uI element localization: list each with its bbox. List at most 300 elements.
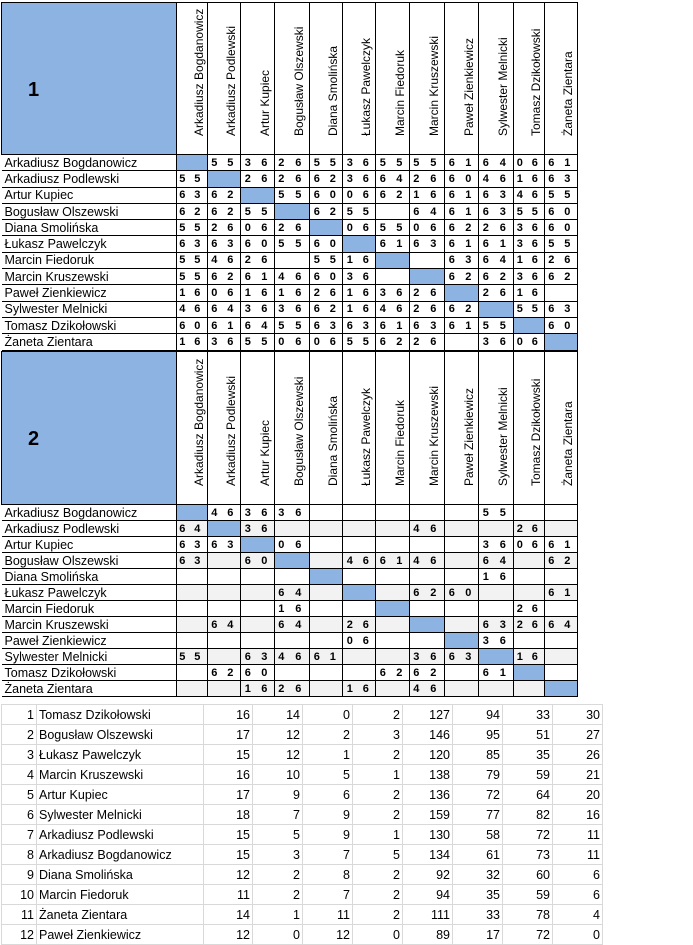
column-header-player (310, 352, 343, 505)
score-cell (410, 269, 423, 285)
column-header-player (177, 352, 208, 505)
score-cell: 2 (459, 220, 479, 236)
score-cell: 6 (423, 171, 445, 187)
score-cell: 6 (479, 269, 493, 285)
column-header-player (376, 352, 410, 505)
score-cell: 1 (459, 317, 479, 333)
score-cell (376, 537, 390, 553)
score-cell: 6 (188, 301, 208, 317)
standings-value: 1 (353, 765, 403, 785)
score-cell: 0 (310, 334, 324, 350)
standings-value: 9 (253, 785, 303, 805)
score-cell (459, 537, 479, 553)
score-cell (324, 681, 343, 697)
score-cell: 4 (493, 155, 514, 171)
score-cell (545, 601, 558, 617)
score-cell (479, 585, 493, 601)
score-cell (514, 681, 526, 697)
score-cell: 6 (275, 585, 288, 601)
score-cell (343, 505, 357, 521)
standings-value: 85 (453, 745, 503, 765)
score-cell: 6 (255, 521, 275, 537)
score-cell (188, 155, 208, 171)
score-cell: 6 (357, 269, 376, 285)
row-header-player: Marcin Kruszewski (2, 269, 177, 285)
score-cell: 2 (459, 301, 479, 317)
score-cell: 5 (357, 203, 376, 219)
score-cell (445, 633, 459, 649)
score-cell: 6 (310, 317, 324, 333)
score-cell (445, 521, 459, 537)
score-cell: 6 (288, 681, 310, 697)
score-cell: 6 (255, 301, 275, 317)
score-cell (177, 505, 188, 521)
column-header-label: Paweł Zienkiewicz (461, 37, 476, 136)
score-cell: 1 (558, 585, 578, 601)
row-header-player: Artur Kupiec (2, 537, 177, 553)
score-cell (459, 285, 479, 301)
score-cell: 0 (255, 236, 275, 252)
standings-value: 72 (503, 825, 553, 845)
score-cell (410, 601, 423, 617)
standings-value: 1 (303, 745, 353, 765)
standings-value: 17 (453, 925, 503, 945)
score-cell (445, 601, 459, 617)
score-cell (288, 521, 310, 537)
score-cell (188, 569, 208, 585)
score-cell (545, 649, 558, 665)
score-cell: 4 (493, 553, 514, 569)
row-header-player: Arkadiusz Bogdanowicz (2, 155, 177, 171)
standings-value: 7 (303, 845, 353, 865)
score-cell: 3 (357, 317, 376, 333)
standings-value: 11 (303, 905, 353, 925)
score-cell: 6 (526, 521, 545, 537)
standings-value: 30 (553, 705, 603, 725)
score-cell: 5 (275, 187, 288, 203)
score-cell: 3 (459, 252, 479, 268)
score-cell (479, 601, 493, 617)
score-cell: 6 (310, 187, 324, 203)
score-cell (357, 521, 376, 537)
score-cell (310, 569, 324, 585)
score-cell: 3 (221, 537, 241, 553)
standings-value: 1 (353, 825, 403, 845)
score-cell: 5 (493, 505, 514, 521)
score-cell: 6 (208, 269, 221, 285)
score-cell: 4 (343, 553, 357, 569)
score-cell: 5 (188, 220, 208, 236)
column-header-player (445, 3, 479, 155)
score-cell (514, 505, 526, 521)
score-cell (376, 649, 390, 665)
score-cell (241, 601, 255, 617)
score-cell: 6 (241, 317, 255, 333)
score-cell: 6 (288, 155, 310, 171)
score-cell: 6 (479, 203, 493, 219)
score-cell (310, 521, 324, 537)
score-cell (177, 617, 188, 633)
score-cell: 3 (493, 203, 514, 219)
score-cell: 1 (558, 537, 578, 553)
score-cell (208, 171, 221, 187)
score-cell (390, 633, 410, 649)
standings-value: 111 (403, 905, 453, 925)
score-cell: 5 (288, 317, 310, 333)
score-cell: 4 (410, 553, 423, 569)
score-cell: 6 (526, 252, 545, 268)
score-cell (526, 317, 545, 333)
score-cell: 6 (255, 171, 275, 187)
score-cell (343, 537, 357, 553)
score-cell (177, 569, 188, 585)
score-cell (423, 537, 445, 553)
score-cell: 6 (410, 585, 423, 601)
score-cell: 6 (288, 505, 310, 521)
score-cell (310, 633, 324, 649)
score-cell: 5 (545, 187, 558, 203)
score-cell (390, 505, 410, 521)
score-cell: 6 (423, 649, 445, 665)
column-header-label: Diana Smolińska (326, 395, 340, 486)
score-cell: 1 (221, 317, 241, 333)
standings-player-name: Tomasz Dzikołowski (37, 705, 204, 725)
score-cell (324, 220, 343, 236)
score-cell (357, 585, 376, 601)
standings-value: 11 (204, 885, 253, 905)
score-cell: 6 (376, 236, 390, 252)
score-cell (390, 537, 410, 553)
score-cell: 5 (324, 252, 343, 268)
score-cell: 6 (177, 317, 188, 333)
score-cell: 5 (343, 334, 357, 350)
score-cell (324, 569, 343, 585)
standings-value: 64 (503, 785, 553, 805)
score-cell (514, 569, 526, 585)
score-cell: 1 (390, 236, 410, 252)
score-cell: 6 (288, 301, 310, 317)
score-cell (445, 537, 459, 553)
score-cell (390, 569, 410, 585)
score-cell: 4 (514, 187, 526, 203)
score-cell: 6 (526, 187, 545, 203)
score-cell (376, 585, 390, 601)
column-header-player (410, 352, 445, 505)
score-cell: 3 (459, 649, 479, 665)
standings-value: 14 (253, 705, 303, 725)
column-header-player (376, 3, 410, 155)
column-header-player (275, 3, 310, 155)
score-cell (288, 203, 310, 219)
score-cell (459, 633, 479, 649)
score-cell (376, 617, 390, 633)
row-header-player: Bogusław Olszewski (2, 203, 177, 219)
standings-value: 92 (403, 865, 453, 885)
score-cell: 6 (255, 505, 275, 521)
score-cell (459, 505, 479, 521)
score-cell (526, 633, 545, 649)
standings-value: 2 (2, 725, 37, 745)
score-cell: 6 (255, 285, 275, 301)
score-cell: 4 (410, 521, 423, 537)
standings-value: 35 (503, 745, 553, 765)
score-cell: 6 (288, 269, 310, 285)
score-cell: 5 (255, 334, 275, 350)
score-cell: 6 (221, 285, 241, 301)
score-cell (445, 285, 459, 301)
standings-value: 82 (503, 805, 553, 825)
score-cell (241, 537, 255, 553)
score-cell: 6 (310, 203, 324, 219)
score-cell (423, 617, 445, 633)
score-cell (241, 585, 255, 601)
standings-value: 130 (403, 825, 453, 845)
score-cell: 5 (177, 252, 188, 268)
score-cell: 0 (255, 665, 275, 681)
score-cell: 2 (310, 285, 324, 301)
score-cell (188, 681, 208, 697)
standings-value: 2 (253, 885, 303, 905)
score-cell: 6 (526, 617, 545, 633)
score-cell (324, 665, 343, 681)
column-header-label: Diana Smolińska (326, 45, 340, 136)
score-cell (241, 633, 255, 649)
score-cell (275, 569, 288, 585)
standings-player-name: Żaneta Zientara (37, 905, 204, 925)
standings-value: 27 (553, 725, 603, 745)
score-cell: 6 (324, 334, 343, 350)
score-cell: 1 (410, 187, 423, 203)
score-cell: 6 (423, 301, 445, 317)
score-cell: 6 (343, 317, 357, 333)
score-cell: 6 (526, 220, 545, 236)
score-cell (558, 601, 578, 617)
score-cell: 6 (423, 187, 445, 203)
standings-value: 11 (553, 845, 603, 865)
score-cell: 6 (545, 269, 558, 285)
score-cell: 6 (493, 334, 514, 350)
score-cell: 6 (357, 171, 376, 187)
score-cell: 0 (324, 269, 343, 285)
score-cell: 0 (241, 220, 255, 236)
standings-value: 59 (503, 885, 553, 905)
score-cell: 0 (410, 220, 423, 236)
score-cell (410, 252, 423, 268)
standings-value: 20 (553, 785, 603, 805)
score-cell: 2 (479, 285, 493, 301)
score-cell: 2 (390, 334, 410, 350)
score-cell: 6 (376, 171, 390, 187)
score-cell: 6 (255, 155, 275, 171)
score-cell (558, 633, 578, 649)
score-cell: 6 (526, 334, 545, 350)
score-cell: 6 (310, 269, 324, 285)
score-cell: 3 (241, 301, 255, 317)
score-cell (376, 681, 390, 697)
standings-value: 95 (453, 725, 503, 745)
row-header-player: Tomasz Dzikołowski (2, 317, 177, 333)
standings-value: 89 (403, 925, 453, 945)
score-cell: 5 (275, 317, 288, 333)
score-cell: 6 (493, 633, 514, 649)
score-cell (241, 569, 255, 585)
score-cell: 2 (493, 269, 514, 285)
score-cell: 6 (188, 285, 208, 301)
row-header-player: Diana Smolińska (2, 569, 177, 585)
standings-value: 159 (403, 805, 453, 825)
column-header-player (241, 352, 275, 505)
corner-label-cell (2, 352, 177, 505)
score-cell: 6 (221, 220, 241, 236)
standings-value: 136 (403, 785, 453, 805)
score-cell: 0 (324, 187, 343, 203)
score-cell: 6 (208, 537, 221, 553)
score-cell: 5 (221, 155, 241, 171)
score-cell: 3 (479, 537, 493, 553)
score-cell (255, 585, 275, 601)
score-cell (208, 601, 221, 617)
score-cell: 6 (221, 252, 241, 268)
score-cell: 2 (423, 665, 445, 681)
score-cell: 5 (376, 220, 390, 236)
standings-value: 33 (503, 705, 553, 725)
standings-value: 61 (453, 845, 503, 865)
score-cell: 6 (241, 269, 255, 285)
score-cell (376, 203, 390, 219)
score-cell: 3 (514, 220, 526, 236)
score-cell: 2 (479, 220, 493, 236)
score-cell (208, 633, 221, 649)
score-cell (208, 521, 221, 537)
score-cell (526, 505, 545, 521)
standings-value: 127 (403, 705, 453, 725)
score-cell: 3 (558, 171, 578, 187)
score-cell (514, 317, 526, 333)
score-cell (357, 236, 376, 252)
score-cell: 6 (177, 203, 188, 219)
score-cell: 6 (241, 236, 255, 252)
score-cell (445, 681, 459, 697)
score-cell: 3 (324, 317, 343, 333)
score-cell: 6 (558, 252, 578, 268)
score-cell: 6 (310, 301, 324, 317)
score-cell: 2 (343, 617, 357, 633)
score-cell (208, 585, 221, 601)
standings-value: 59 (503, 765, 553, 785)
standings-value: 72 (503, 925, 553, 945)
score-cell: 0 (514, 155, 526, 171)
score-cell: 6 (357, 187, 376, 203)
standings-value: 33 (453, 905, 503, 925)
score-cell (310, 537, 324, 553)
score-cell: 3 (241, 155, 255, 171)
score-cell: 3 (188, 236, 208, 252)
score-cell: 5 (526, 301, 545, 317)
column-header-label: Artur Kupiec (257, 69, 272, 136)
score-cell: 6 (288, 285, 310, 301)
score-cell (241, 617, 255, 633)
score-cell: 6 (208, 665, 221, 681)
score-cell: 6 (376, 553, 390, 569)
column-header-label: Sylwester Melnicki (496, 387, 510, 486)
score-cell: 3 (514, 236, 526, 252)
score-cell (558, 285, 578, 301)
column-header-player (479, 3, 514, 155)
score-cell (357, 665, 376, 681)
score-cell: 6 (208, 317, 221, 333)
column-header-label: Żaneta Zientara (561, 51, 575, 136)
score-cell: 6 (445, 155, 459, 171)
standings-value: 8 (303, 865, 353, 885)
score-cell: 6 (410, 665, 423, 681)
score-cell: 2 (390, 665, 410, 681)
score-cell: 0 (324, 236, 343, 252)
score-cell: 2 (514, 521, 526, 537)
score-cell: 0 (459, 171, 479, 187)
score-cell: 6 (288, 334, 310, 350)
score-cell: 5 (177, 220, 188, 236)
score-cell: 6 (255, 252, 275, 268)
score-cell: 2 (324, 171, 343, 187)
score-cell: 5 (241, 334, 255, 350)
score-cell: 6 (357, 285, 376, 301)
score-cell (324, 601, 343, 617)
score-cell: 6 (445, 317, 459, 333)
score-cell (493, 521, 514, 537)
standings-value: 6 (553, 865, 603, 885)
score-cell: 6 (545, 585, 558, 601)
score-cell: 5 (177, 171, 188, 187)
standings-value: 51 (503, 725, 553, 745)
standings-value: 8 (2, 845, 37, 865)
score-cell: 5 (324, 155, 343, 171)
corner-label-cell (2, 3, 177, 155)
score-cell: 3 (343, 171, 357, 187)
score-cell (376, 505, 390, 521)
score-cell: 2 (410, 334, 423, 350)
score-cell: 6 (208, 203, 221, 219)
score-cell (376, 569, 390, 585)
standings-player-name: Sylwester Melnicki (37, 805, 204, 825)
standings-table (1, 704, 603, 945)
score-cell (459, 569, 479, 585)
row-header-player: Sylwester Melnicki (2, 649, 177, 665)
standings-value: 2 (353, 745, 403, 765)
standings-player-name: Arkadiusz Bogdanowicz (37, 845, 204, 865)
score-cell (255, 187, 275, 203)
standings-value: 12 (2, 925, 37, 945)
column-header-player (514, 3, 545, 155)
row-header-player: Żaneta Zientara (2, 334, 177, 350)
column-header-player (208, 352, 241, 505)
score-cell: 2 (558, 553, 578, 569)
standings-value: 18 (204, 805, 253, 825)
row-header-player: Marcin Fiedoruk (2, 252, 177, 268)
score-cell: 6 (390, 301, 410, 317)
score-cell: 0 (275, 334, 288, 350)
standings-value: 0 (253, 925, 303, 945)
score-cell (275, 665, 288, 681)
score-cell (479, 681, 493, 697)
score-cell: 4 (558, 617, 578, 633)
score-cell: 6 (423, 220, 445, 236)
column-header-player (410, 3, 445, 155)
column-header-player (545, 3, 578, 155)
score-cell: 6 (445, 187, 459, 203)
score-cell: 2 (275, 171, 288, 187)
score-cell (188, 505, 208, 521)
score-cell (493, 585, 514, 601)
